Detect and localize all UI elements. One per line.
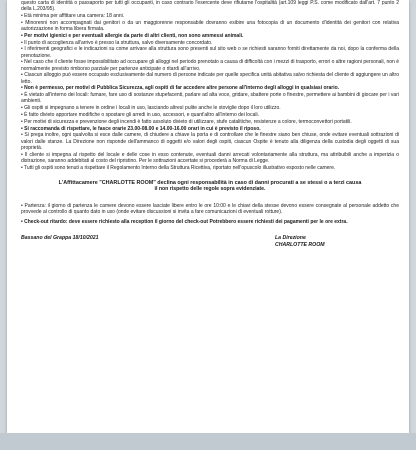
rule-item: • Il cliente si impegna al rispetto del locale e delle cose in esso contenute, eventuali danni arrecati volontariamente alla struttura, ma attribuibili anche a imperizia o distrazione, saranno addebitati al costo del ripristino. Per le sottrazioni accertate si procederà a Norma di Legge. [21,151,399,164]
disclaimer-line-2: il non rispetto delle regole sopra evidenziate. [154,186,266,193]
rule-item: • Minorenni non accompagnati dai genitori o da un maggiorenne responsabile dovranno esibire una fotocopia di un documento d'identità dei genitori con relativa autorizzazione in forma libera firmata. [21,19,399,32]
rule-item: • Il punto di accoglienza all'arrivo è presso la struttura, salvo diversamente concordato. [21,39,213,46]
late-checkout-info: • Check-out ritardo: deve essere richiesto alla reception il giorno del check-out Potrebbero essere richiesti dei pagamenti per le ore extra. [21,219,348,225]
document-page [7,0,409,433]
disclaimer-line-1: L'Affittacamere "CHARLOTTE ROOM" declina ogni responsabilità in caso di danni procurati a se stessi o a terzi causa [58,179,362,186]
rule-item: • Età minima per affittare una camera: 18 anni. [21,13,125,19]
rule-item: • Ciascun alloggio può essere occupato esclusivamente dal numero di persone indicate per quelle specifica unità abitativa salvo richiesta del cliente di aggiungere un altro letto. [21,72,399,85]
rule-item: • Per motivi di sicurezza e prevenzione degli incendi è fatto assoluto divieto di utilizzare, stufe catalitiche, resistenze a colore, termoconvettori portatili. [21,118,352,125]
checkout-info [21,203,399,226]
signature-name: CHARLOTTE ROOM [275,241,325,248]
viewer-background-strip [0,433,416,450]
rule-item: • Tutti gli ospiti sono tenuti a rispettare il Regolamento Interno della Struttura Ricettiva, riportato nell'opuscolo illustrativo esposto nelle camere. [21,164,336,171]
document-content [7,0,409,255]
rule-item-no-animals: • Per motivi igienici e per eventuali allergie da parte di altri clienti, non sono ammessi animali. [21,32,244,39]
signature-direction: La Direzione [275,235,306,242]
signature-block [21,235,399,255]
rule-item-no-visitors: • Non è permesso, per motivi di Pubblica Sicurezza, agli ospiti di far accedere altre persone all'interno degli alloggi in qualsiasi orario. [21,85,340,92]
rule-item: questo carta di identità o passaporto per tutti gli occupanti, in caso contrario l'esercente deve rifiutarne l'ospitalità (art.109 leggi P.S. come modificato dall'art. 7 punto 2 della L.203/95). [21,0,399,13]
rule-item: • Nel caso che il cliente fosse impossibilitato ad occupare gli alloggi nel periodo prenotato a causa di difficoltà con i mezzi di trasporto, errori o altre ragioni personali, non è normalmente previsto rimborso parziale per partenze anticipate o ritardi all'arrivo. [21,59,399,72]
liability-disclaimer [21,180,399,193]
signature [275,235,325,248]
place-date: Bassano del Grappa 18/10/2021 [21,235,99,242]
house-rules-list [21,0,399,171]
rule-item-quiet-hours: • Si raccomanda di rispettare, le fasce orarie 23.00-08.00 e 14.00-16.00 orari in cui è previsto il riposo. [21,125,261,132]
rule-item: • È vietato all'interno dei locali: fumare, fare uso di sostanze stupefacenti, parlare ad alta voce, gridare, sbattere porte o finestre, permettere ai bambini di giocare per i vari ambienti. [21,92,399,105]
rule-item: • Si prega inoltre, ogni qualvolta si esce dalle camere, di chiudere a chiave la porta e di controllare che le finestre siano ben chiuse, onde evitare eventuali sottrazioni di valori dalle stanze. La Direzione non risponde dell'ammanco di oggetti e/o valori degli ospiti, ciascun Ospite è tenuto alla diligenza della custodia degli oggetti di sua proprietà. [21,132,399,151]
departure-info: • Partenza: il giorno di partenza le camere devono essere lasciate libere entro le ore 10:00 e le chiavi della stesse devono essere consegnate al personale addetto che provvede al controllo di quanto dato in uso (onde evitare discussioni si invita a fare comunicazioni di eventuali rotture). [21,202,399,215]
rule-item: • I riferimenti geografici e le indicazioni su come arrivare alla struttura sono presenti sul sito web o se richiesti saranno forniti direttamente da noi, dopo la conferma della prenotazione. [21,46,399,59]
rule-item: • È fatto divieto apportare modifiche o spostare gli arredi in uso, accessori, e quant'altro all'interno dei locali. [21,111,259,118]
rule-item: • Gli ospiti si impegnano a tenere in ordine i locali in uso, lasciando altresì pulite anche le stoviglie dopo il loro utilizzo. [21,105,281,112]
